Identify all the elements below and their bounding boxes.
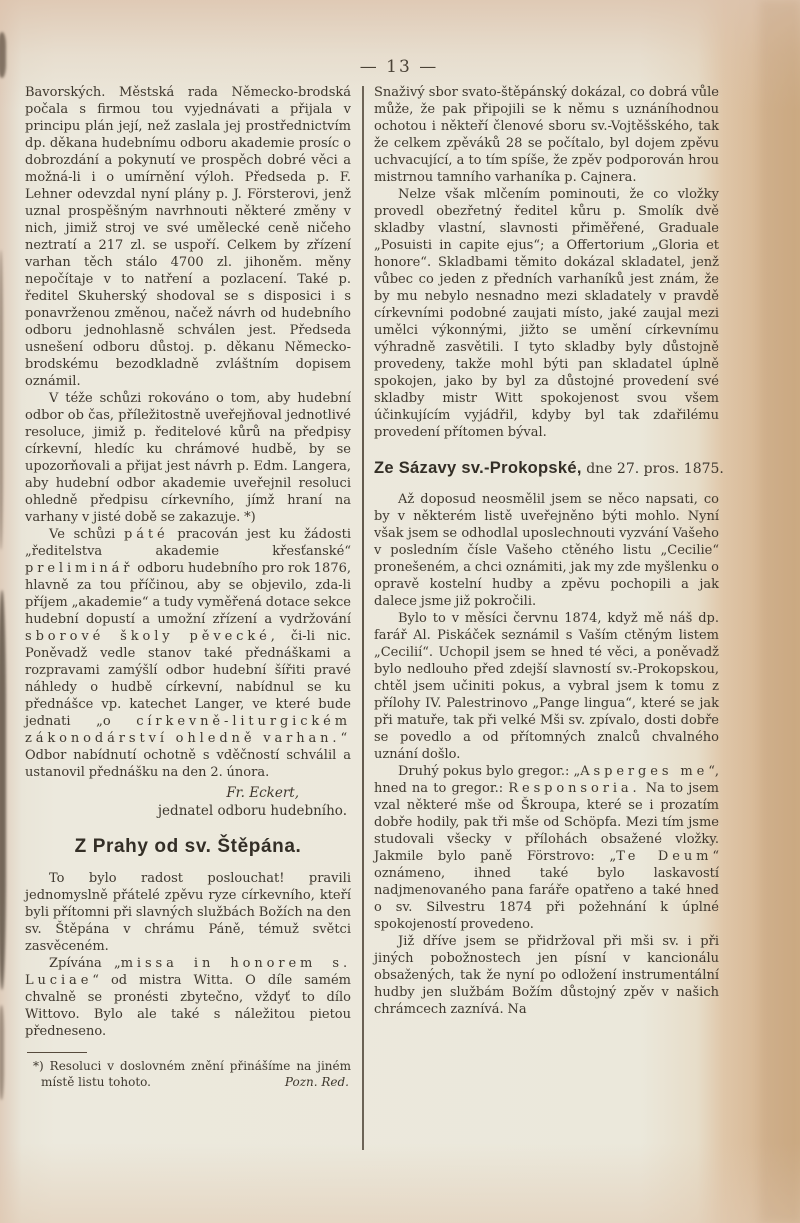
- text-segment: Z Prahy od sv. Štěpána.: [74, 836, 302, 857]
- signature-block: [25, 784, 351, 820]
- text-segment: církevně-liturgickém zákonodárství ohledně varhan.“: [25, 714, 351, 746]
- paragraph: [374, 491, 719, 610]
- text-segment: preliminář: [25, 561, 134, 576]
- paragraph: [374, 933, 719, 1018]
- scan-edge-artifact: [0, 1005, 4, 1100]
- text-segment: pracován jest ku žádosti „ředitelstva akademie křesťanské“: [25, 527, 351, 559]
- paragraph: [374, 610, 719, 763]
- text-segment: páté: [124, 527, 169, 542]
- paragraph: [25, 870, 351, 955]
- paragraph: [25, 526, 351, 781]
- text-segment: Ve schůzi: [49, 527, 125, 542]
- text-segment: Snaživý sbor svato-štěpánský dokázal, co dobrá vůle může, že pak připojili se k němu s uznáníhodnou ochotou i někteří členové sboru sv.-Vojtěšského, tak že celkem zpěváků 28 se počítalo, byl dojem zpěvu uchvacující, a to tím spíše, že zpěv podporován hrou mistrnou tamního varhaníka p. Cajnera.: [374, 85, 719, 185]
- text-segment: odboru hudebního pro rok 1876, hlavně za tou příčinou, aby se objevilo, zda-li příjem „akademie“ a tudy vyměřená dotace sekce hudební dopustí a umožní zřízení a vydržování: [25, 561, 351, 627]
- text-segment: V téže schůzi rokováno o tom, aby hudební odbor ob čas, příležitostně uveřejňoval jednotlivé resoluce, jimiž p. ředitelové kůrů na předpisy církevní, hledíc ku chrámové hudbě, by se upozorňovali a přijat jest návrh p. Edm. Langera, aby hudební odbor akademie uveřejnil resoluci ohledně předpisu církevního, jímž hraní na varhany v jisté době se zakazuje. *): [25, 391, 351, 525]
- text-segment: Odbor nabídnutí ochotně s vděčností schválil a ustanovil přednášku na den 2. února.: [25, 748, 351, 780]
- text-segment: Bavorských. Městská rada Německo-brodská počala s firmou tou vyjednávati a přijala v principu plán její, než zaslala jej prostřednictvím dp. děkana hudebnímu odboru akademie prosíc o dobrozdání a pokynutí ve prospěch dobré věci a možná-li i o umírnění výloh. Předseda p. F. Lehner odevzdal nyní plány p. J. Försterovi, jenž uznal prospěšným navrhnouti některé změny v nich, jimiž stroj ve své umělecké ceně ničeho neztratí a 217 zl. se uspoří. Celkem by zřízení varhan těch stálo 4700 zl. jihoněm. měny nepočítaje v to natření a pozlacení. Také p. ředitel Skuherský shodoval se s disposici i s ponavrženou změnou, načež návrh od hudebního odboru jednohlasně schválen jest. Předseda usnešení odboru důstoj. p. děkanu Německo-brodskému bezodkladně zvláštním dopisem oznámil.: [25, 85, 351, 389]
- text-segment: “, hned na to gregor.:: [374, 764, 720, 796]
- scan-edge-artifact: [0, 32, 6, 78]
- footnote-rule: [27, 1052, 87, 1053]
- footnote-text: *) Resoluci v doslovném znění přinášíme na jiném místě listu tohoto. Pozn. Red.: [33, 1059, 351, 1089]
- text-segment: Až doposud neosmělil jsem se něco napsati, co by v některém listě uveřejněno býti mohlo. Nyní však jsem se odhodlal uposlechnouti vyzvání Vašeho v posledním čísle Vašeho ctěného listu „Cecilie“ pronešeném, a chci oznámiti, jak my zde myšlenku o opravě kostelní hudby a zpěvu pochopili a jak dalece jsme již pokročili.: [374, 492, 719, 609]
- text-segment: “ od mistra Witta. O díle samém chvalně se pronésti zbytečno, vždyť to dílo Wittovo. Bylo ale také s náležitou pietou předneseno.: [25, 973, 351, 1039]
- paragraph: [25, 955, 351, 1040]
- paragraph: [25, 84, 351, 390]
- paragraph: [374, 186, 719, 441]
- text-segment: Asperges me: [580, 764, 709, 779]
- text-segment: Responsoria.: [508, 781, 641, 796]
- footnote-editor-note: Pozn. Red.: [284, 1074, 349, 1089]
- text-segment: Ze Sázavy sv.-Prokopské,: [374, 459, 582, 477]
- text-segment: Druhý pokus bylo gregor.: „: [398, 764, 581, 779]
- section-heading: [25, 836, 351, 859]
- scan-edge-artifact: [0, 590, 6, 990]
- two-column-layout: [25, 84, 725, 1150]
- text-segment: či-li nic. Poněvadž vedle stanov také přednáškami a rozpravami zamýšlí odbor hudební šířiti pravé náhledy o hudbě církevní, nabídnul se ku přednášce vp. katechet Langer, ve které bude jednati „o: [25, 629, 351, 729]
- text-segment: missa in honorem s. Luciae: [25, 956, 351, 988]
- scan-edge-artifact: [0, 250, 3, 550]
- text-segment: Nelze však mlčením pominouti, že co vložky provedl obezřetný ředitel kůru p. Smolík dvě skladby vlastní, slavnosti přiměřené, Graduale „Posuisti in capite ejus“; a Offertorium „Gloria et honore“. Skladbami těmito dokázal skladatel, jenž vůbec co jeden z předních varhaníků jest znám, že by mu nebylo nesnadno mezi skladately v pravdě církevními podobné zaujati místo, jaké zaujal mezi umělci výkonnými, jižto se umění církevnímu výhradně zasvětili. I tyto skladby byly důstojně provedeny, takže mohl býti pan skladatel úplně spokojen, jako by byl za důstojné provedení své skladby mistr Witt spokojenost svou všem účinkujícím vyjádřil, kdyby byl tak zdařilému provedení přítomen býval.: [374, 187, 719, 440]
- signature-line: Fr. Eckert,: [226, 785, 299, 801]
- page-curl-shadow: [760, 0, 800, 1223]
- signature-line: jednatel odboru hudebního.: [157, 803, 347, 819]
- footnote-block: [25, 1052, 351, 1090]
- text-segment: Již dříve jsem se přidržoval při mši sv. i při jiných pobožnostech jen písní v kancionálu obsažených, tak že nyní po odložení instrumentální hudby jen službám Božím důstojný zpěv v našich chrámcech zaznívá. Na: [374, 934, 719, 1017]
- column-divider-rule: [362, 86, 364, 1150]
- paragraph: [374, 763, 719, 933]
- paragraph: [374, 84, 719, 186]
- text-segment: “ oznámeno, ihned také bylo laskavostí nadjmenovaného pana faráře opatřeno a také hned o sv. Silvestru 1874 při požehnání k úplné spokojeností provedeno.: [374, 849, 719, 932]
- paragraph: [25, 390, 351, 526]
- text-segment: sborové školy pěvecké,: [25, 629, 279, 644]
- text-segment: Zpívána „: [49, 956, 121, 971]
- section-heading: [374, 457, 724, 480]
- text-segment: dne 27. pros. 1875.: [581, 461, 724, 477]
- text-segment: Na to jsem vzal některé mše od Škroupa, které se i prozatím dobře hodily, pak tři mše od Schöpfa. Mezi tím jsme studovali všecky v přílohách obsažené vložky. Jakmile bylo paně Förstrovo: „: [374, 781, 719, 864]
- text-segment: To bylo radost poslouchat! pravili jednomyslně přátelé zpěvu ryze církevního, kteří byli přítomni při slavných službách Božích na den sv. Štěpána v chrámu Páně, témuž světci zasvěceném.: [25, 871, 351, 954]
- left-column: [25, 84, 351, 1150]
- page-number: — 13 —: [359, 57, 439, 77]
- text-segment: Te Deum: [616, 849, 713, 864]
- right-column: [374, 84, 724, 1150]
- text-segment: Bylo to v měsíci červnu 1874, když mě náš dp. farář Al. Piskáček seznámil s Vaším ctěným listem „Cecilií“. Uchopil jsem se hned té věci, a poněvadž bylo nedlouho před zdejší slavností sv.-Prokopskou, chtěl jsem učiniti pokus, a vybral jsem k tomu z přílohy IV. Palestrinovo „Pange lingua“, které se jak při matuře, tak při velké Mši sv. zpívalo, dosti dobře se povedlo a od přítomných znalců chvalného uznání došlo.: [374, 611, 719, 762]
- text-block: [25, 84, 725, 1150]
